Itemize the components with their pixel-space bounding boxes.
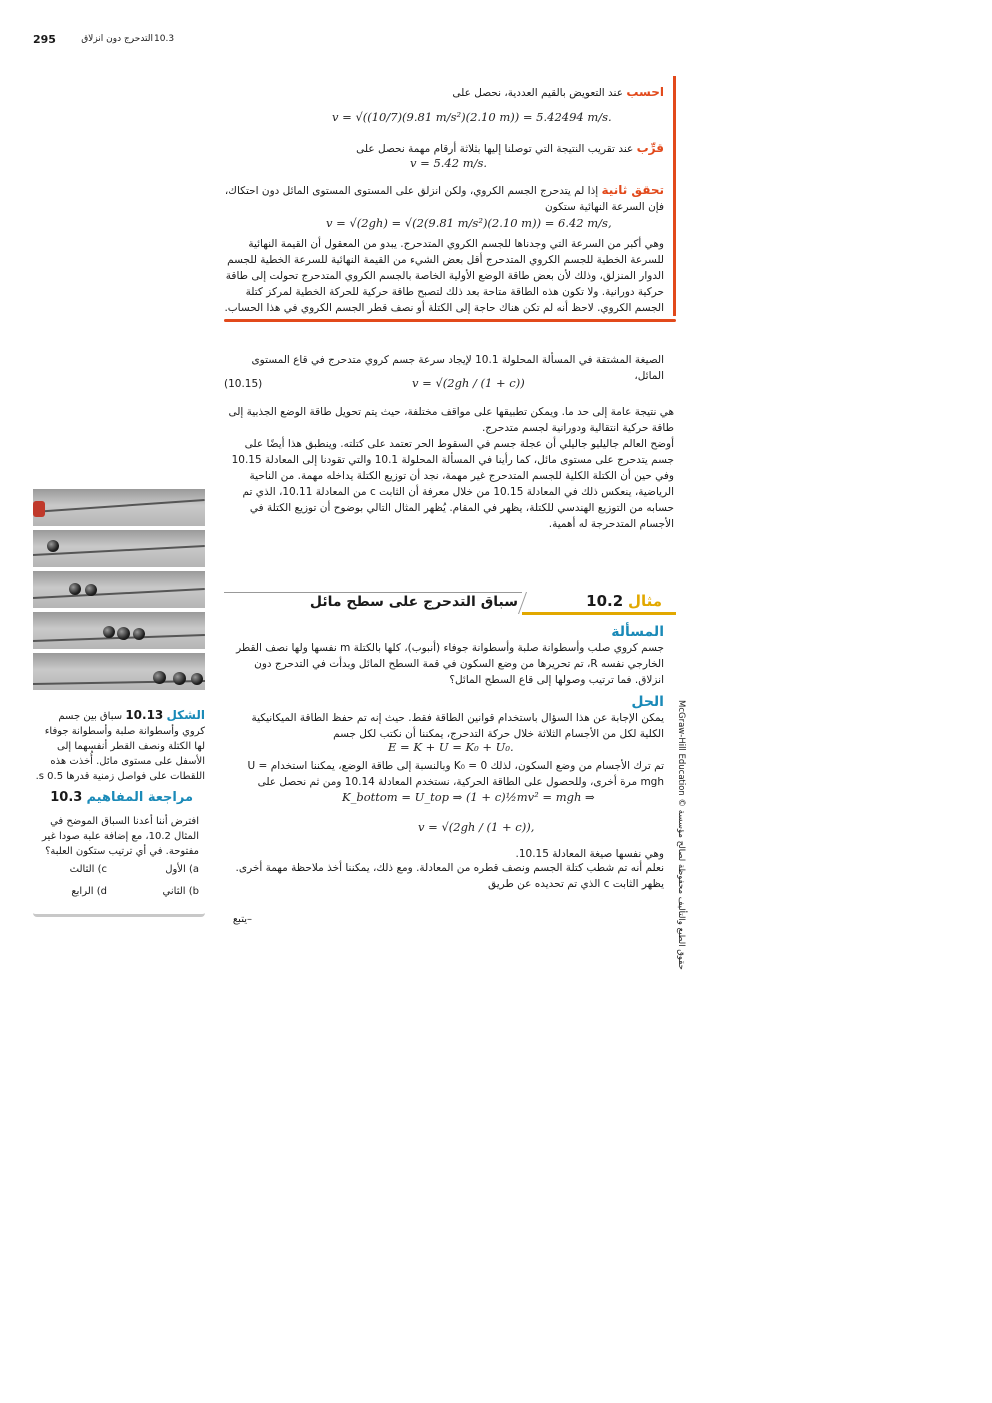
problem-heading: المسألة (611, 624, 664, 640)
race-photo-3 (33, 571, 205, 608)
calc-line (244, 84, 664, 101)
example-word: مثال (627, 592, 662, 610)
page-number: 295 (33, 33, 56, 46)
concept-review-question: افترض أننا أعدنا السباق الموضح في المثال 10.2، مع إضافة علبة صودا غير مفتوحة. في أي ترتيب ستكون العلبة؟ (42, 816, 199, 857)
ramp (33, 588, 205, 599)
figure-caption (33, 708, 205, 784)
example-number: 10.2 (586, 592, 624, 610)
ball (153, 671, 166, 684)
copyright-credit: McGraw-Hill Education © حقوق الطبع والتأليف محفوظة لصالح مؤسسة (676, 700, 686, 970)
solution-paragraph-2: تم ترك الأجسام من وضع السكون، لذلك K₀ = 0 وبالنسبة إلى طاقة الوضع، يمكننا استخدام U = mgh مرة أخرى، وللحصول على الطاقة الحركية، نستخدم المعادلة 10.14 ومن ثم نحصل على (247, 760, 664, 788)
paragraph-2: أوضح العالم جاليليو جاليلي أن عجلة جسم في السقوط الحر تعتمد على كتلته. وينطبق هذا أيضًا على جسم يتدحرج على مستوى مائل، كما رأينا في المسألة المحلولة 10.1 والتي تقودنا إلى المعادلة 10.15 وفي حين أن الكتلة الكلية للجسم المتدحرج غير مهمة، نجد أن توزيع الكتلة يداخله مهمة. من الناحية الرياضية، ينعكس ذلك في المعادلة 10.15 من خلال معرفة أن الثابت c من المعادلة 10.11، الذي تم حسابه من التوزيع الهندسي للكتلة، يظهر في المقام. يُظهر المثال التالي بوضوح أن توزيع الكتلة في الأجسام المتدحرجة له أهمية. (231, 438, 674, 530)
check-keyword: تحقق ثانية (601, 183, 664, 197)
equation-energy: E = K + U = K₀ + U₀. (388, 740, 514, 754)
intro-paragraph: الصيغة المشتقة في المسألة المحلولة 10.1 لإيجاد سرعة جسم كروي متدحرج في قاع المستوى المائل، (251, 354, 664, 382)
ball (191, 673, 203, 685)
solution-paragraph-1: يمكن الإجابة عن هذا السؤال باستخدام قوانين الطاقة فقط. حيث إنه تم حفظ الطاقة الميكانيكية الكلية لكل من الأجسام الثلاثة خلال حركة التدحرج، يمكننا أن نكتب لكل جسم (251, 712, 664, 740)
ball (69, 583, 81, 595)
box-conclusion: وهي أكبر من السرعة التي وجدناها للجسم الكروي المتدحرج. يبدو من المعقول أن القيمة النهائية للسرعة الخطية للجسم الكروي المتدحرج أقل بعض الشيء من القيمة النهائية للسرعة الخطية للجسم الدوار المنزلق، وذلك لأن بعض طاقة الوضع الأولية الخاصة بالجسم الكروي المتدحرج تحولت إلى طاقة حركية دورانية. ولا تكون هذه الطاقة متاحة بعد ذلك لتصبح طاقة حركية للحركة الخطية لمركز كتلة الجسم الكروي. لاحظ أنه لم تكن هناك حاجة إلى الكتلة أو نصف قطر الجسم الكروي في هذا الحساب. (224, 238, 664, 314)
option-b[interactable]: b) الثاني (162, 886, 199, 897)
ramp (33, 499, 205, 513)
solution-paragraph-3: وهي نفسها صيغة المعادلة 10.15. (515, 848, 664, 860)
example-top-rule (224, 592, 522, 593)
running-title: التدحرج دون انزلاق (81, 34, 153, 44)
check-text: إذا لم يتدحرج الجسم الكروي، ولكن انزلق على المستوى المستوى المائل دون احتكاك، فإن السرعة النهائية ستكون (224, 185, 664, 213)
page-header (33, 33, 233, 47)
paragraph-1: هي نتيجة عامة إلى حد ما. ويمكن تطبيقها على مواقف مختلفة، حيث يتم تحويل طاقة الوضع الجذبية إلى طاقة حركية انتقالية ودورانية لجسم متدحرج. (228, 406, 674, 434)
ball (47, 540, 59, 552)
problem-text: جسم كروي صلب وأسطوانة صلبة وأسطوانة جوفاء (أنبوب)، كلها بالكتلة m نفسها ولها نصف القطر الخارجي نفسه R، تم تحريرها من وضع السكون في قمة السطح المائل وبدأت في التدحرج دون انزلاق. فما ترتيب وصولها إلى قاع السطح المائل؟ (236, 642, 664, 686)
option-a[interactable]: a) الأول (165, 864, 199, 875)
equation-speed: v = √(2gh / (1 + c)), (418, 820, 535, 834)
worked-solution-box (224, 76, 676, 322)
round-text: عند تقريب النتيجة التي توصلنا إليها بثلاثة أرقام مهمة نحصل على (356, 143, 634, 155)
ball (85, 584, 97, 596)
box-right-rule (673, 76, 676, 316)
race-photo-1 (33, 489, 205, 526)
equation-1: v = √((10/7)(9.81 m/s²)(2.10 m)) = 5.42494 m/s. (332, 110, 612, 124)
round-line (244, 140, 664, 157)
ball (133, 628, 145, 640)
continued-marker: –يتبع (232, 914, 252, 925)
example-title: سباق التدحرج على سطح مائل (309, 594, 518, 610)
equation-2: v = 5.42 m/s. (410, 156, 488, 170)
option-c[interactable]: c) الثالث (69, 864, 107, 875)
ball (103, 626, 115, 638)
equation-10-15-label: (10.15) (224, 378, 263, 390)
check-line (224, 182, 664, 215)
figure-number: 10.13 (125, 708, 164, 722)
figure-label: الشكل (166, 708, 205, 722)
example-label (532, 592, 662, 610)
concept-review-number: 10.3 (50, 790, 83, 805)
concept-review-heading (33, 790, 193, 805)
section-number: 10.3 (154, 34, 175, 44)
equation-10-15: v = √(2gh / (1 + c)) (412, 376, 525, 390)
figure-caption-text: سباق بين جسم كروي وأسطوانة صلبة وأسطوانة جوفاء لها الكتلة ونصف القطر أنفسهما إلى الأسفل على مستوى مائل. أُخذت هذه اللقطات على فواصل زمنية قدرها 0.5 s. (35, 711, 205, 782)
calc-text: عند التعويض بالقيم العددية، نحصل على (452, 87, 623, 99)
race-photo-5 (33, 653, 205, 690)
solution-paragraph-4: نعلم أنه تم شطب كتلة الجسم ونصف قطره من المعادلة. ومع ذلك، يمكننا أخذ ملاحظة مهمة أخرى. يظهر الثابت c الذي تم تحديده عن طريق (235, 862, 664, 890)
box-bottom-rule (224, 319, 676, 322)
start-block (33, 501, 45, 517)
round-keyword: قرِّب (636, 141, 664, 155)
example-header (224, 590, 676, 618)
equation-kinetic: K_bottom = U_top ⇒ (1 + c)½mv² = mgh ⇒ (342, 790, 595, 804)
example-title-underline (522, 612, 676, 615)
example-divider (518, 592, 527, 614)
ball (173, 672, 186, 685)
concept-review-box (33, 790, 205, 917)
concept-review-title: مراجعة المفاهيم (86, 790, 193, 805)
equation-3: v = √(2gh) = √(2(9.81 m/s²)(2.10 m)) = 6.42 m/s, (326, 216, 612, 230)
solution-heading: الحل (631, 694, 664, 710)
option-d[interactable]: d) الرابع (71, 886, 107, 897)
calc-keyword: احسب (626, 85, 664, 99)
race-photo-4 (33, 612, 205, 649)
ball (117, 627, 130, 640)
race-photo-2 (33, 530, 205, 567)
